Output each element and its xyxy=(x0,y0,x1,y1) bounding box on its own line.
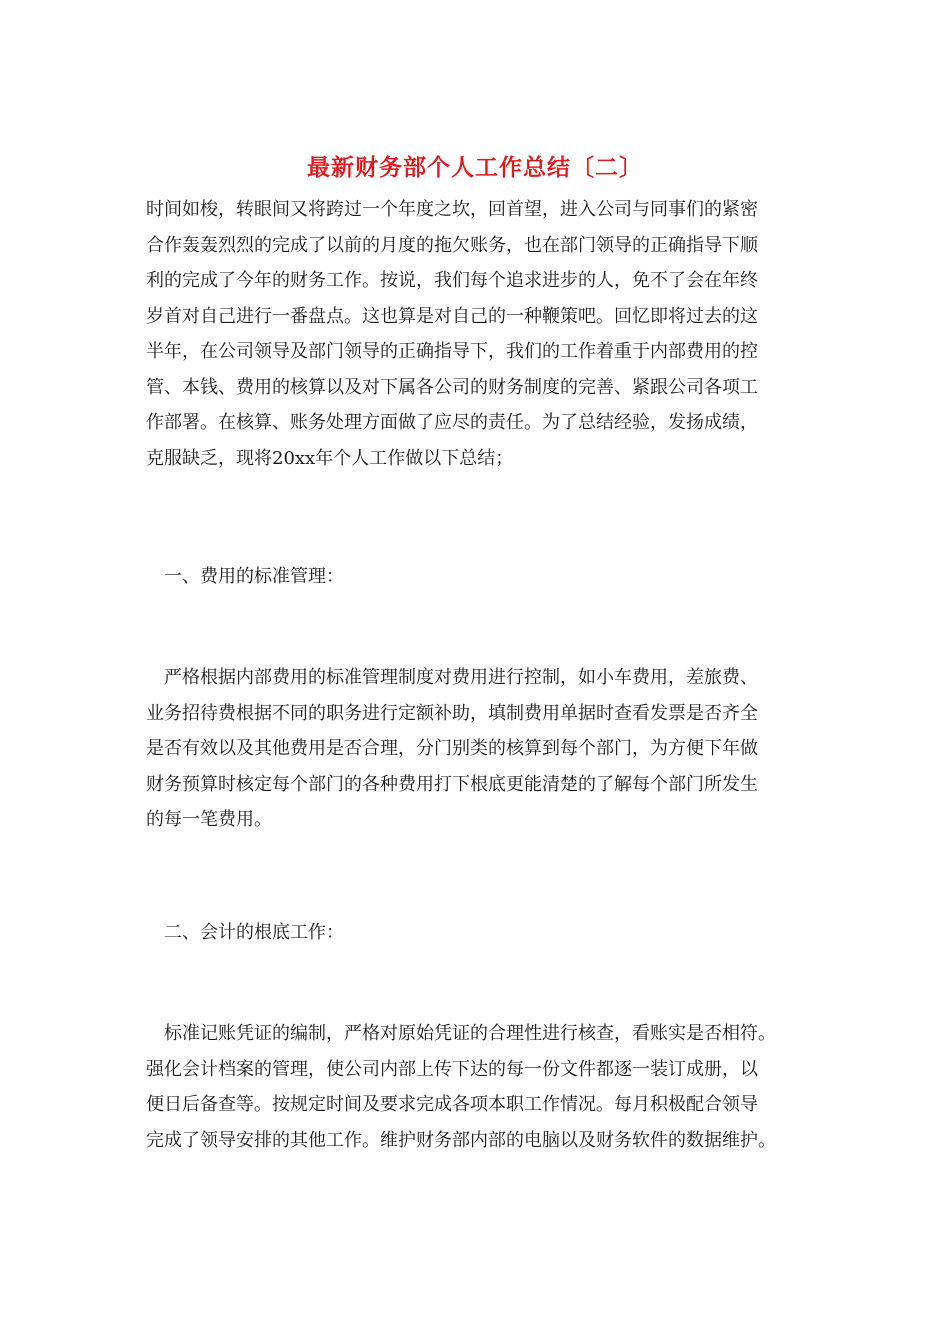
paragraph-line: 便日后备查等。按规定时间及要求完成各项本职工作情况。每月积极配合领导 xyxy=(146,1094,758,1115)
paragraph-line: 标准记账凭证的编制，严格对原始凭证的合理性进行核查，看账实是否相符。 xyxy=(146,1023,776,1044)
paragraph-line: 财务预算时核定每个部门的各种费用打下根底更能清楚的了解每个部门所发生 xyxy=(146,773,758,795)
paragraph-line: 作部署。在核算、账务处理方面做了应尽的责任。为了总结经验，发扬成绩， xyxy=(146,412,758,433)
paragraph-line: 利的完成了今年的财务工作。按说，我们每个追求进步的人，免不了会在年终 xyxy=(146,270,758,291)
section-heading: 一、费用的标准管理： xyxy=(164,566,344,587)
paragraph-line: 管、本钱、费用的核算以及对下属各公司的财务制度的完善、紧跟公司各项工 xyxy=(146,376,758,398)
paragraph-line: 是否有效以及其他费用是否合理，分门别类的核算到每个部门，为方便下年做 xyxy=(146,738,758,759)
paragraph-line: 完成了领导安排的其他工作。维护财务部内部的电脑以及财务软件的数据维护。 xyxy=(146,1129,776,1151)
paragraph-line: 强化会计档案的管理，使公司内部上传下达的每一份文件都逐一装订成册，以 xyxy=(146,1058,758,1080)
paragraph-line: 合作轰轰烈烈的完成了以前的月度的拖欠账务，也在部门领导的正确指导下顺 xyxy=(146,234,758,256)
document-title: 最新财务部个人工作总结〔二〕 xyxy=(307,154,643,181)
section1-paragraph xyxy=(146,660,818,838)
section2-paragraph xyxy=(146,1016,818,1158)
paragraph-line: 岁首对自己进行一番盘点。这也算是对自己的一种鞭策吧。回忆即将过去的这 xyxy=(146,305,758,327)
paragraph-line: 克服缺乏，现将20xx年个人工作做以下总结； xyxy=(146,447,514,469)
intro-paragraph xyxy=(146,192,818,476)
paragraph-line: 半年，在公司领导及部门领导的正确指导下，我们的工作着重于内部费用的控 xyxy=(146,341,758,362)
paragraph-line: 严格根据内部费用的标准管理制度对费用进行控制，如小车费用，差旅费、 xyxy=(146,667,758,688)
paragraph-line: 业务招待费根据不同的职务进行定额补助，填制费用单据时查看发票是否齐全 xyxy=(146,702,758,724)
paragraph-line: 时间如梭，转眼间又将跨过一个年度之坎，回首望，进入公司与同事们的紧密 xyxy=(146,199,758,220)
paragraph-line: 的每一笔费用。 xyxy=(146,809,272,830)
section-heading: 二、会计的根底工作： xyxy=(164,922,344,943)
